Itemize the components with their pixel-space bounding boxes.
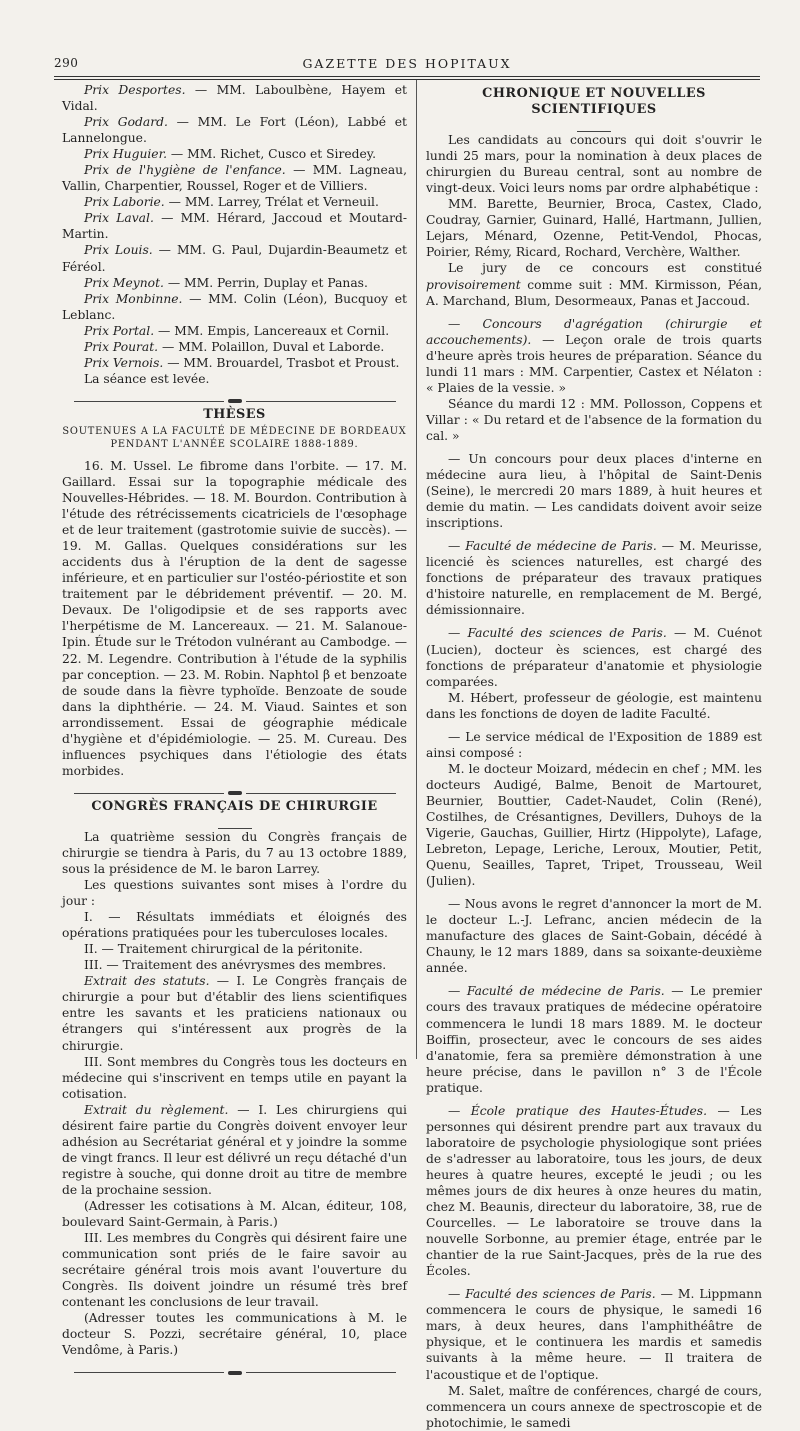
prize-entry	[62, 146, 407, 162]
prize-entry	[62, 82, 407, 114]
prize-name: Prix Meynot.	[84, 275, 164, 290]
prize-entry	[62, 242, 407, 274]
statuts-article-3: III. Sont membres du Congrès tous les docteurs en médecine qui s'inscrivent en temps utile en payant la cotisation.	[62, 1054, 407, 1101]
statuts-text: — I. Le Congrès français de chirurgie a pour but d'établir des liens scientifiques entre les savants et les praticiens nationaux ou étrangers qui s'intéressent aux progrès de la chirurgie.	[62, 974, 407, 1053]
congres-question-3: III. — Traitement des anévrysmes des membres.	[84, 958, 387, 973]
exposition-paragraph: — Le service médical de l'Exposition de 1889 est ainsi composé :	[426, 729, 762, 760]
header-rule	[54, 76, 760, 77]
prize-jury: — MM. Richet, Cusco et Siredey.	[167, 147, 377, 162]
faculte-sciences-1-text: — M. Cuénot (Lucien), docteur ès sciences, est chargé des fonctions de préparateur d'anatomie et physiologie comparées.	[426, 626, 762, 689]
jury-text-2: comme suit : MM. Kirmisson, Péan, A. Marchand, Blum, Desormeaux, Panas et Jaccoud.	[426, 277, 762, 308]
congres-question-1: I. — Résultats immédiats et éloignés des opérations pratiquées pour les tuberculoses locales.	[62, 910, 407, 941]
faculte-sciences-2-label: — Faculté des sciences de Paris.	[448, 1287, 656, 1302]
reglement-article-3: III. Les membres du Congrès qui désirent faire une communication sont priés de le faire savoir au secrétaire général trois mois avant l'ouverture du Congrès. Ils doivent joindre un résumé très bref contenant les conclusions de leur travail.	[62, 1231, 407, 1310]
jury-paragraph	[426, 260, 762, 308]
prize-name: Prix Monbinne.	[84, 291, 183, 306]
page-number: 290	[54, 56, 79, 70]
prize-jury: — MM. Lagneau, Vallin, Charpentier, Roussel, Roger et de Villiers.	[62, 163, 407, 194]
prize-jury: — MM. Hérard, Jaccoud et Moutard-Martin.	[62, 211, 407, 242]
section-ornament	[62, 393, 407, 403]
prize-name: Prix Pourat.	[84, 339, 159, 354]
statuts-label: Extrait des statuts.	[84, 974, 210, 989]
prize-name: Prix Portal.	[84, 323, 155, 338]
prize-entry	[62, 114, 407, 146]
faculte-medecine-2-label: — Faculté de médecine de Paris.	[448, 984, 665, 999]
agregation-seance-2: Séance du mardi 12 : MM. Pollosson, Coppens et Villar : « Du retard et de l'absence de la formation du cal. »	[426, 396, 762, 443]
prize-jury: — MM. G. Paul, Dujardin-Beaumetz et Féréol.	[62, 243, 407, 274]
prize-name: Prix Vernois.	[84, 355, 164, 370]
exposition-medecins: M. le docteur Moizard, médecin en chef ; MM. les docteurs Audigé, Balme, Benoit de Martouret, Beurnier, Bouttier, Cadet-Naudet, Colin (René), Costilhes, de Crésantignes, Devillers, Duhoys de la Vigerie, Gauchas, Guillier, Hirtz (Hippolyte), Lafage, Lebreton, Lepage, Leriche, Leroux, Moutier, Petit, Quenu, Seailles, Tapret, Tripet, Trousseau, Weil (Julien).	[426, 761, 762, 889]
prize-jury: — MM. Perrin, Duplay et Panas.	[163, 275, 368, 290]
concours-paragraph: Les candidats au concours qui doit s'ouvrir le lundi 25 mars, pour la nomination à deux places de chirurgien du Bureau central, sont au nombre de vingt-deux. Voici leurs noms par ordre alphabétique :	[426, 133, 762, 196]
faculte-medecine-1	[426, 538, 762, 618]
prize-entry	[62, 162, 407, 194]
faculte-sciences-2-text: — M. Lippmann commencera le cours de physique, le samedi 16 mars, à deux heures, dans l'amphithéâtre de physique, et le continuera les mardis et samedis suivants à la même heure. — Il traitera de l'acoustique et de l'optique.	[426, 1287, 762, 1382]
theses-title: THÈSES	[203, 406, 266, 422]
internes-paragraph: — Un concours pour deux places d'interne en médecine aura lieu, à l'hôpital de Saint-Denis (Seine), le mercredi 20 mars 1889, à huit heures et demie du matin. — Les candidats doivent avoir seize inscriptions.	[426, 451, 762, 531]
prize-entry	[62, 275, 407, 291]
left-column	[62, 82, 407, 1358]
jury-text-italic: provisoirement	[426, 277, 521, 292]
header-rule-double	[54, 79, 760, 80]
faculte-sciences-2	[426, 1286, 762, 1382]
prize-name: Prix Desportes.	[84, 83, 186, 97]
communications-address: (Adresser toutes les communications à M. le docteur S. Pozzi, secrétaire général, 10, place Vendôme, à Paris.)	[62, 1311, 407, 1358]
ecole-pratique-text: — Les personnes qui désirent prendre part aux travaux du laboratoire de psychologie physiologique sont priées de s'adresser au laboratoire, tous les jours, de deux heures à quatre heures, excepté le jeudi ; ou les mêmes jours de dix heures à onze heures du matin, chez M. Beaunis, directeur du laboratoire, 38, rue de Courcelles. — Le laboratoire se trouve dans la nouvelle Sorbonne, au premier étage, entrée par le chantier de la rue Saint-Jacques, près de la rue des Écoles.	[426, 1103, 762, 1279]
chronique-title: CHRONIQUE ET NOUVELLES SCIENTIFIQUES	[482, 86, 706, 118]
page-header	[54, 56, 760, 76]
prize-name: Prix Godard.	[84, 115, 168, 130]
ecole-pratique-paragraph	[426, 1103, 762, 1280]
ecole-pratique-label: — École pratique des Hautes-Études.	[448, 1103, 707, 1118]
right-column	[426, 82, 762, 1430]
congres-question-2: II. — Traitement chirurgical de la péritonite.	[84, 942, 363, 957]
prize-name: Prix Louis.	[84, 243, 153, 258]
short-rule	[426, 120, 762, 128]
theses-list: 16. M. Ussel. Le fibrome dans l'orbite. — 17. M. Gaillard. Essai sur la topographie médicale des Nouvelles-Hébrides. — 18. M. Bourdon. Contribution à l'étude des rétrécissements cicatriciels de l'œsophage et de leur traitement (gastrotomie suivie de succès). — 19. M. Gallas. Quelques considérations sur les accidents dus à l'éruption de la dent de sagesse inférieure, et en particulier sur l'ostéo-périostite et son traitement par le débridement préventif. — 20. M. Devaux. De l'oligodipsie et de ses rapports avec l'herpétisme de M. Lancereaux. — 21. M. Salanoue-Ipin. Étude sur le Trétodon vulnérant au Cambodge. — 22. M. Legendre. Contribution à l'étude de la syphilis par conception. — 23. M. Robin. Naphtol β et benzoate de soude dans la fièvre typhoïde. Benzoate de soude dans la diphthérie. — 24. M. Viaud. Saintes et son arrondissement. Essai de géographie médicale d'hygiène et d'épidémiologie. — 25. M. Cureau. Des influences psychiques dans l'étiologie des états morbides.	[62, 458, 407, 778]
prize-entry	[62, 355, 407, 371]
cotisations-address: (Adresser les cotisations à M. Alcan, éditeur, 108, boulevard Saint-Germain, à Paris.)	[62, 1199, 407, 1230]
prize-name: Prix Laval.	[84, 211, 154, 226]
faculte-medecine-1-label: — Faculté de médecine de Paris.	[448, 539, 657, 554]
prize-name: Prix Laborie.	[84, 195, 165, 210]
prize-jury: — MM. Empis, Lancereaux et Cornil.	[154, 323, 390, 338]
prize-entry	[62, 291, 407, 323]
prize-jury: — MM. Laboulbène, Hayem et Vidal.	[62, 83, 407, 114]
salet-paragraph: M. Salet, maître de conférences, chargé de cours, commencera un cours annexe de spectroscopie et de photochimie, le samedi	[426, 1383, 762, 1430]
running-title: GAZETTE DES HOPITAUX	[302, 56, 512, 71]
prize-name: Prix Huguier.	[84, 147, 168, 162]
faculte-medecine-1-text: — M. Meurisse, licencié ès sciences naturelles, est chargé des fonctions de préparateur des travaux pratiques d'histoire naturelle, en remplacement de M. Bergé, démissionnaire.	[426, 539, 762, 618]
prize-list	[62, 82, 407, 371]
faculte-sciences-1-label: — Faculté des sciences de Paris.	[448, 626, 667, 641]
congres-paragraph-2: Les questions suivantes sont mises à l'ordre du jour :	[62, 878, 407, 909]
reglement-text: — I. Les chirurgiens qui désirent faire partie du Congrès doivent envoyer leur adhésion au Secrétariat général et y joindre la somme de vingt francs. Il leur est délivré un reçu détaché d'un registre à souche, qui donne droit au titre de membre de la prochaine session.	[62, 1102, 407, 1197]
hebert-paragraph: M. Hébert, professeur de géologie, est maintenu dans les fonctions de doyen de ladite Faculté.	[426, 690, 762, 721]
agregation-label: — Concours d'agrégation (chirurgie et accouchements).	[426, 316, 762, 347]
prize-entry	[62, 210, 407, 242]
prize-jury: — MM. Larrey, Trélat et Verneuil.	[164, 195, 379, 210]
prize-jury: — MM. Polaillon, Duval et Laborde.	[158, 339, 385, 354]
agregation-text: — Leçon orale de trois quarts d'heure après trois heures de préparation. Séance du lundi 11 mars : MM. Carpentier, Castex et Nélaton : « Plaies de la vessie. »	[426, 332, 762, 395]
theses-subtitle-2: PENDANT L'ANNÉE SCOLAIRE 1888-1889.	[110, 438, 359, 450]
prize-entry	[62, 194, 407, 210]
short-rule	[62, 817, 407, 825]
faculte-sciences-1	[426, 625, 762, 689]
congres-title: CONGRÈS FRANÇAIS DE CHIRURGIE	[91, 798, 378, 814]
reglement-paragraph	[62, 1102, 407, 1198]
prize-jury: — MM. Le Fort (Léon), Labbé et Lannelongue.	[62, 115, 407, 146]
prize-jury: — MM. Colin (Léon), Bucquoy et Leblanc.	[62, 291, 407, 322]
prize-jury: — MM. Brouardel, Trasbot et Proust.	[163, 355, 400, 370]
statuts-paragraph	[62, 973, 407, 1053]
prize-entry	[62, 323, 407, 339]
column-divider	[416, 80, 417, 1059]
section-ornament	[62, 1364, 407, 1374]
jury-text-1: Le jury de ce concours est constitué	[448, 261, 762, 276]
necrologie-paragraph: — Nous avons le regret d'annoncer la mort de M. le docteur L.-J. Lefranc, ancien médecin de la manufacture des glaces de Saint-Gobain, décédé à Chauny, le 12 mars 1889, dans sa soixante-deuxième année.	[426, 897, 762, 976]
theses-subtitle-1: SOUTENUES A LA FACULTÉ DE MÉDECINE DE BORDEAUX	[62, 425, 407, 437]
section-ornament	[62, 785, 407, 795]
prize-entry	[62, 339, 407, 355]
reglement-label: Extrait du règlement.	[84, 1102, 229, 1117]
seance-line: La séance est levée.	[84, 371, 210, 386]
agregation-paragraph	[426, 316, 762, 396]
prize-name: Prix de l'hygiène de l'enfance.	[84, 163, 286, 178]
faculte-medecine-2-text: — Le premier cours des travaux pratiques de médecine opératoire commencera le lundi 18 mars 1889. M. le docteur Boiffin, prosecteur, avec le concours de ses aides d'anatomie, fera sa première démonstration à une heure précise, dans le pavillon n° 3 de l'École pratique.	[426, 984, 762, 1095]
congres-paragraph-1: La quatrième session du Congrès français de chirurgie se tiendra à Paris, du 7 au 13 octobre 1889, sous la présidence de M. le baron Larrey.	[62, 829, 407, 877]
candidats-list: MM. Barette, Beurnier, Broca, Castex, Clado, Coudray, Garnier, Guinard, Hallé, Hartmann, Jullien, Lejars, Ménard, Ozenne, Petit-Vendol, Phocas, Poirier, Rémy, Ricard, Rochard, Verchère, Walther.	[426, 197, 762, 260]
faculte-medecine-2	[426, 983, 762, 1095]
